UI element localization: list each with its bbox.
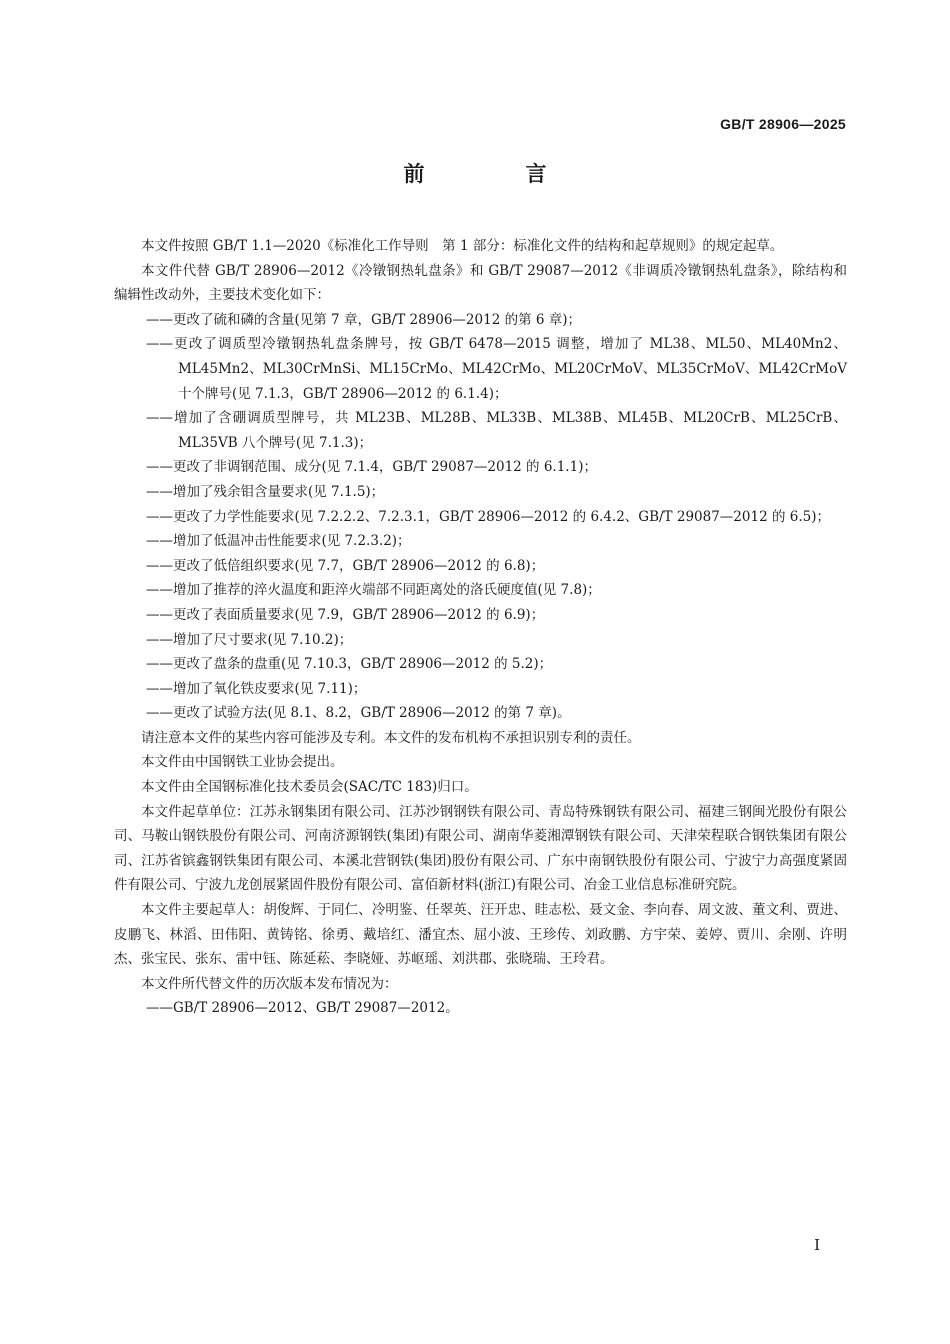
list-item: ——增加了含硼调质型牌号，共 ML23B、ML28B、ML33B、ML38B、ML45B、ML20CrB、ML25CrB、ML35VB 八个牌号(见 7.1.3)； (146, 410, 847, 451)
list-item: ——更改了盘条的盘重(见 7.10.3，GB/T 28906—2012 的 5.2)； (146, 656, 553, 673)
list-item: ——更改了力学性能要求(见 7.2.2.2、7.2.3.1，GB/T 28906—2012 的 6.4.2、GB/T 29087—2012 的 6.5)； (146, 508, 830, 525)
list-item: ——更改了低倍组织要求(见 7.7，GB/T 28906—2012 的 6.8)； (146, 557, 545, 574)
list-item: ——更改了表面质量要求(见 7.9，GB/T 28906—2012 的 6.9)； (146, 606, 545, 623)
paragraph-drafting-rules: 本文件按照 GB/T 1.1—2020《标准化工作导则 第 1 部分：标准化文件的结构和起草规则》的规定起草。 (141, 238, 784, 254)
list-item: ——增加了尺寸要求(见 7.10.2)； (146, 631, 353, 648)
list-item: ——增加了氧化铁皮要求(见 7.11)； (146, 680, 367, 697)
paragraph-proposer: 本文件由中国钢铁工业协会提出。 (141, 754, 344, 771)
paragraph-patent-notice: 请注意本文件的某些内容可能涉及专利。本文件的发布机构不承担识别专利的责任。 (141, 729, 641, 746)
list-item: ——增加了低温冲击性能要求(见 7.2.3.2)； (146, 533, 411, 550)
history-item: ——GB/T 28906—2012、GB/T 29087—2012。 (146, 1000, 459, 1017)
paragraph-drafting-units: 本文件起草单位：江苏永钢集团有限公司、江苏沙钢钢铁有限公司、青岛特殊钢铁有限公司、福建三钢闽光股份有限公司、马鞍山钢铁股份有限公司、河南济源钢铁(集团)有限公司、湖南华菱湘潭钢铁有限公司、天津荣程联合钢铁集团有限公司、江苏省镔鑫钢铁集团有限公司、本溪北营钢铁(集团)股份有限公司、广东中南钢铁股份有限公司、宁波宁力高强度紧固件有限公司、宁波九龙创展紧固件股份有限公司、富佰新材料(浙江)有限公司、冶金工业信息标准研究院。 (114, 803, 847, 894)
paragraph-history-intro: 本文件所代替文件的历次版本发布情况为： (141, 975, 398, 992)
paragraph-drafters: 本文件主要起草人：胡俊辉、于同仁、冷明鉴、任翠英、汪开忠、眭志松、聂文金、李向春、周文波、董文利、贾进、皮鹏飞、林滔、田伟阳、黄铸铭、徐勇、戴培红、潘宜杰、屈小波、王珍传、刘政鹏、方宇荣、姜婷、贾川、余刚、许明杰、张宝民、张东、雷中钰、陈延菘、李晓娅、苏岖瑶、刘洪郡、张晓瑞、王玲君。 (114, 902, 847, 968)
list-item: ——更改了硫和磷的含量(见第 7 章，GB/T 28906—2012 的第 6 章)； (146, 311, 582, 328)
list-item: ——增加了残余钼含量要求(见 7.1.5)； (146, 483, 385, 500)
paragraph-committee: 本文件由全国钢标准化技术委员会(SAC/TC 183)归口。 (141, 779, 478, 796)
list-item: ——更改了调质型冷镦钢热轧盘条牌号，按 GB/T 6478—2015 调整，增加了 ML38、ML50、ML40Mn2、ML45Mn2、ML30CrMnSi、ML15CrMo、ML42CrMo、ML20CrMoV、ML35CrMoV、ML42CrMoV 十个牌号(见 7.1.3，GB/T 28906—2012 的 6.1.4)； (146, 336, 847, 402)
list-item: ——更改了非调钢范围、成分(见 7.1.4，GB/T 29087—2012 的 6.1.1)； (146, 459, 597, 476)
paragraph-replacement: 本文件代替 GB/T 28906—2012《冷镦钢热轧盘条》和 GB/T 29087—2012《非调质冷镦钢热轧盘条》，除结构和编辑性改动外，主要技术变化如下： (114, 262, 847, 304)
list-item: ——增加了推荐的淬火温度和距淬火端部不同距离处的洛氏硬度值(见 7.8)； (146, 582, 601, 599)
changes-list (114, 308, 847, 726)
list-item: ——更改了试验方法(见 8.1、8.2，GB/T 28906—2012 的第 7 章)。 (146, 705, 571, 722)
page-number: I (814, 1236, 820, 1254)
page-title: 前 言 (403, 162, 587, 186)
document-body (114, 234, 847, 1021)
standard-code-header: GB/T 28906—2025 (720, 116, 846, 132)
